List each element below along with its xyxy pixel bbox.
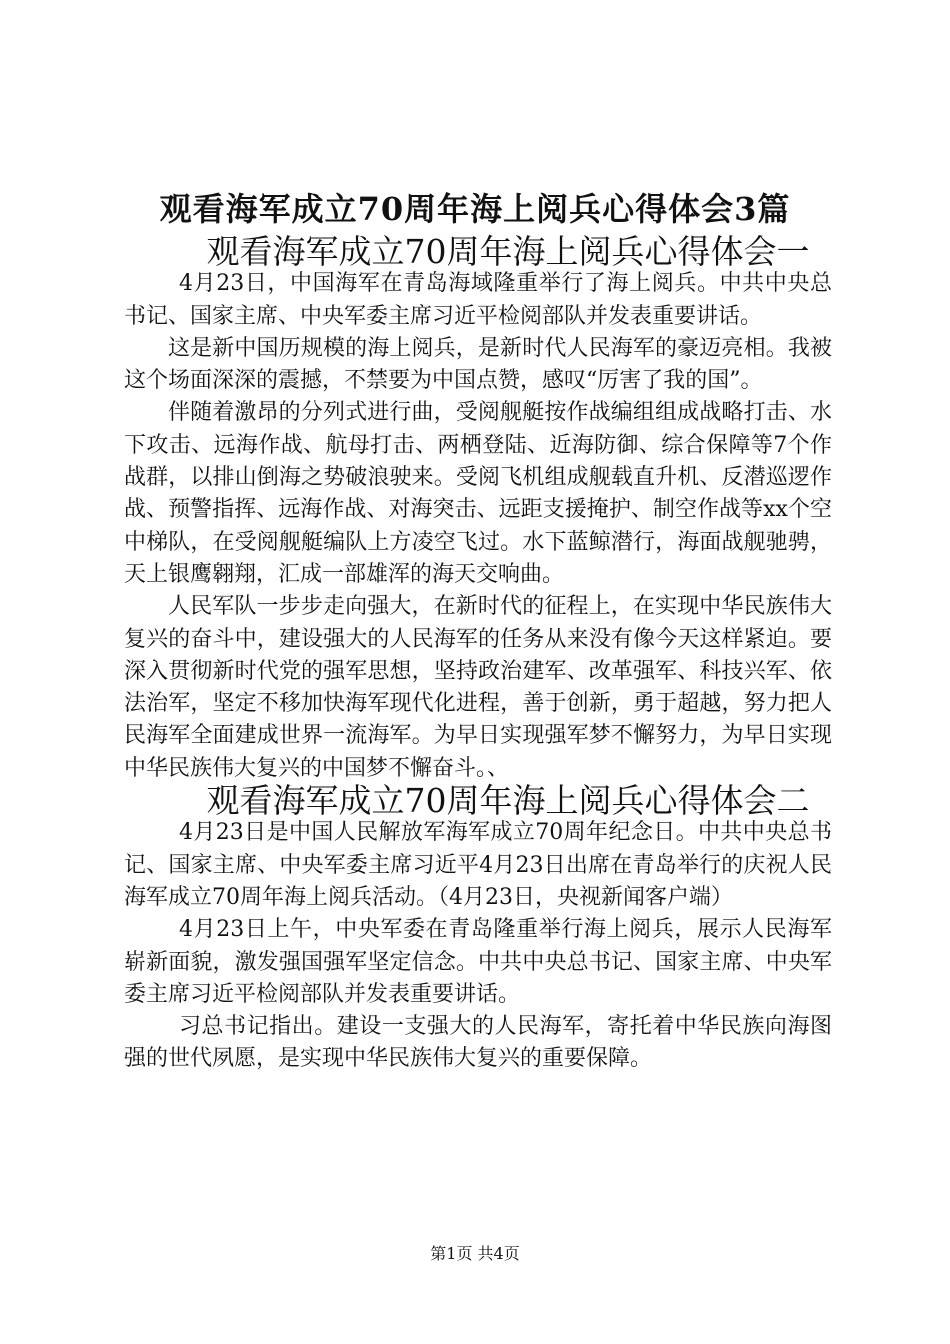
paragraph: 这是新中国历规模的海上阅兵，是新时代人民海军的豪迈亮相。我被这个场面深深的震撼，不禁要为中国点赞，感叹“厉害了我的国”。: [124, 335, 832, 394]
section-two: [124, 781, 832, 1076]
document-title: 观看海军成立70周年海上阅兵心得体会3篇: [159, 190, 791, 228]
section-heading: 观看海军成立70周年海上阅兵心得体会一: [206, 232, 810, 271]
paragraph: 伴随着激昂的分列式进行曲，受阅舰艇按作战编组组成战略打击、水下攻击、远海作战、航母打击、两栖登陆、近海防御、综合保障等7个作战群，以排山倒海之势破浪驶来。受阅飞机组成舰载直升机、反潜巡逻作战、预警指挥、远海作战、对海突击、远距支援掩护、制空作战等xx个空中梯队，在受阅舰艇编队上方凌空飞过。水下蓝鲸潜行，海面战舰驰骋，天上银鹰翱翔，汇成一部雄浑的海天交响曲。: [124, 400, 832, 587]
paragraph: 4月23日上午，中央军委在青岛隆重举行海上阅兵，展示人民海军崭新面貌，激发强国强军坚定信念。中共中央总书记、国家主席、中央军委主席习近平检阅部队并发表重要讲话。: [124, 917, 832, 1007]
paragraph: 4月23日，中国海军在青岛海域隆重举行了海上阅兵。中共中央总书记、国家主席、中央军委主席习近平检阅部队并发表重要讲话。: [124, 271, 832, 329]
section-one: [124, 232, 832, 785]
paragraph: 人民军队一步步走向强大，在新时代的征程上，在实现中华民族伟大复兴的奋斗中，建设强大的人民海军的任务从来没有像今天这样紧迫。要深入贯彻新时代党的强军思想，坚持政治建军、改革强军、科技兴军、依法治军，坚定不移加快海军现代化进程，善于创新，勇于超越，努力把人民海军全面建成世界一流海军。为早日实现强军梦不懈努力，为早日实现中华民族伟大复兴的中国梦不懈奋斗。、: [124, 594, 832, 781]
page-number: 第1页 共4页: [430, 1244, 520, 1263]
paragraph: 4月23日是中国人民解放军海军成立70周年纪念日。中共中央总书记、国家主席、中央军委主席习近平4月23日出席在青岛举行的庆祝人民海军成立70周年海上阅兵活动。（4月23日，央视新闻客户端）: [124, 820, 832, 910]
section-heading: 观看海军成立70周年海上阅兵心得体会二: [206, 781, 810, 821]
document-body: [124, 232, 832, 1076]
paragraph: 习总书记指出。建设一支强大的人民海军，寄托着中华民族向海图强的世代夙愿，是实现中华民族伟大复兴的重要保障。: [124, 1014, 832, 1072]
